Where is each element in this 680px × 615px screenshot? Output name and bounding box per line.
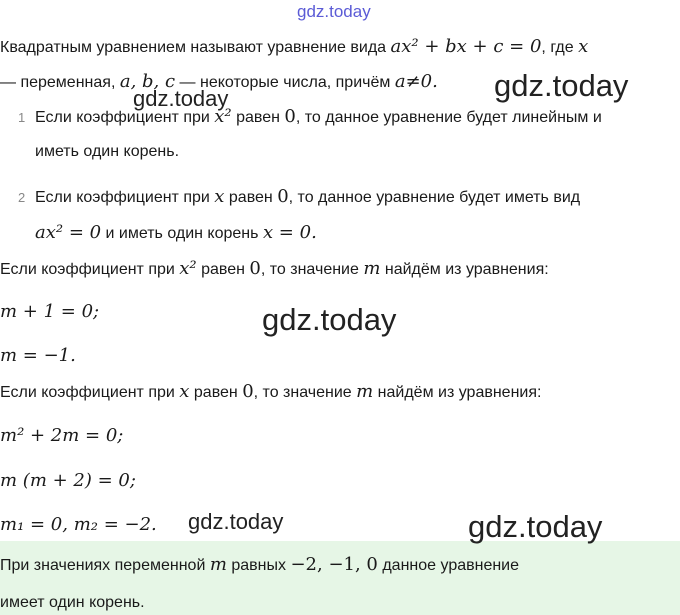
answer-line-2: имеет один корень.: [0, 594, 145, 611]
answer-line-1: При значениях переменной m равных −2, −1, 0 данное уравнение: [0, 554, 520, 575]
list-index: 2: [18, 190, 26, 205]
equation: m = −1.: [0, 345, 76, 366]
list-item-2: Если коэффициент при x равен 0, то данное уравнение будет иметь вид: [35, 186, 581, 207]
intro-line-1: Квадратным уравнением называют уравнение вида ax² + bx + c = 0, где x: [0, 36, 589, 57]
watermark: gdz.today: [468, 509, 603, 544]
watermark: gdz.today: [188, 509, 284, 534]
list-item-1-line-2: иметь один корень.: [35, 143, 180, 160]
watermark: gdz.today: [133, 86, 229, 111]
watermark-top: gdz.today: [297, 2, 371, 21]
list-index: 1: [18, 110, 26, 125]
case1-heading: Если коэффициент при x² равен 0, то значение m найдём из уравнения:: [0, 258, 549, 279]
quadratic-formula: ax² + bx + c = 0: [390, 36, 542, 57]
list-item-2-line-2: ax² = 0 и иметь один корень x = 0.: [35, 222, 317, 243]
case2-heading: Если коэффициент при x равен 0, то значение m найдём из уравнения:: [0, 381, 542, 402]
watermark: gdz.today: [494, 68, 629, 103]
intro-line-2: — переменная, a, b, c — некоторые числа, причём a≠0.: [0, 71, 438, 92]
equation: m₁ = 0, m₂ = −2.: [0, 514, 157, 535]
equation: m² + 2m = 0;: [0, 425, 124, 446]
list-item-1: Если коэффициент при x² равен 0, то данное уравнение будет линейным и: [35, 106, 602, 127]
equation: m (m + 2) = 0;: [0, 470, 136, 491]
watermark: gdz.today: [262, 302, 397, 337]
equation: m + 1 = 0;: [0, 301, 100, 322]
